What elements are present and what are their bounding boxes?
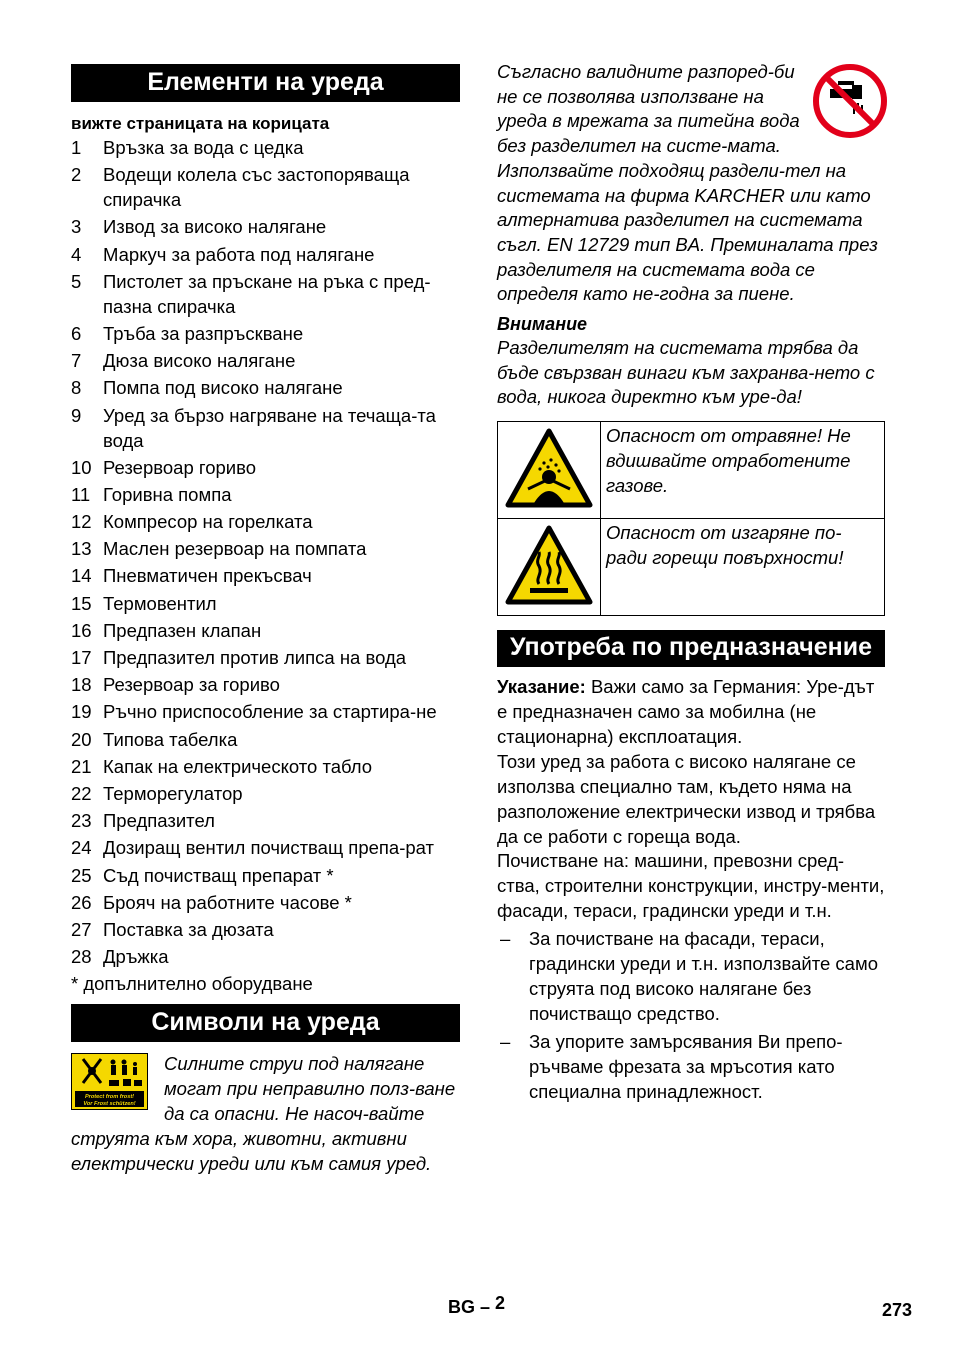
symbols-heading: Символи на уреда — [71, 1004, 460, 1042]
list-item: 9 Уред за бързо нагряване на течаща-та вода — [71, 404, 436, 451]
intended-use-heading: Употреба по предназначение — [497, 630, 885, 667]
warning-table — [497, 421, 885, 616]
warning-text: Опасност от изгаряне по-ради горещи повърхности! — [601, 519, 885, 616]
list-item: 8 Помпа под високо налягане — [71, 377, 343, 399]
list-item: 25 Съд почистващ препарат * — [71, 864, 334, 886]
list-item: 16 Предпазен клапан — [71, 619, 262, 641]
list-item: 11 Горивна помпа — [71, 483, 232, 505]
list-item: 7 Дюза високо налягане — [71, 350, 296, 372]
list-item: 4 Маркуч за работа под налягане — [71, 243, 375, 265]
toxic-gas-warning-icon — [504, 427, 594, 509]
warning-pictogram-cell — [498, 519, 601, 616]
list-item: – За почистване на фасади, тераси, градински уреди и т.н. използвайте само струята под високо налягане без почистващо средство. — [500, 928, 878, 1024]
page-number: 273 — [881, 1300, 912, 1320]
list-item: 20 Типова табелка — [71, 728, 238, 750]
svg-text:Vor Frost schützen!: Vor Frost schützen! — [83, 1101, 136, 1108]
elements-heading: Елементи на уреда — [71, 64, 460, 102]
list-item: 19 Ръчно приспособление за стартира-не — [71, 701, 437, 723]
list-item: 24 Дозиращ вентил почистващ препа-рат — [71, 837, 435, 859]
list-item: 17 Предпазител против липса на вода — [71, 647, 407, 668]
list-item: 1 Връзка за вода с цедка — [71, 137, 304, 158]
right-column — [497, 60, 885, 1105]
list-item: 27 Поставка за дюзата — [71, 918, 274, 940]
regulation-text: Съгласно валидните разпоред-би не се позволява използване на уреда в мрежата за питейна вода без разделител на систе-мата. Използвайте подходящ раздели-тел на системата на фирма KARCHER или като алтернатива разделител на системата съгл. EN 12729 тип BA. Преминалата през разделителя на системата вода се определя като не-годна за пиене. — [497, 61, 878, 305]
use-paragraph-2: Почистване на: машини, превозни сред-ства, строителни конструкции, инстру-менти, фасади, тераси, градински уреди и т.н. — [497, 850, 885, 922]
footnote: * допълнително оборудване — [71, 973, 313, 995]
list-item: 26 Брояч на работните часове * — [71, 891, 352, 913]
list-item: 12 Компресор на горелката — [71, 511, 313, 533]
list-item: 13 Маслен резервоар на помпата — [71, 538, 367, 560]
list-item: 5 Пистолет за пръскане на ръка с пред-пазна спирачка — [71, 270, 431, 317]
list-item: 2 Водещи колела със застопоряваща спирачка — [71, 164, 410, 211]
use-paragraph-1: Този уред за работа с високо налягане се използва специално там, където няма на разположение електрически извод и трябва да се работи с гореща вода. — [497, 750, 876, 847]
warning-pictogram-cell — [498, 422, 601, 519]
list-item: 21 Капак на електрическото табло — [71, 755, 373, 777]
attention-label: Внимание — [497, 314, 588, 335]
parts-list — [71, 135, 460, 969]
svg-text:Protect from frost!: Protect from frost! — [84, 1094, 135, 1101]
list-item: 22 Терморегулатор — [71, 782, 243, 804]
note-text: Важи само за Германия: Уре-дът е предназначен само за мобилна (не стационарна) експлоатация. — [497, 676, 875, 747]
warning-text: Опасност от отравяне! Не вдишвайте отработените газове. — [601, 422, 885, 519]
list-item: 10 Резервоар гориво — [71, 456, 257, 478]
list-item: 14 Пневматичен прекъсвач — [71, 565, 312, 587]
note-paragraph — [497, 675, 885, 750]
list-item: 6 Тръба за разпръскване — [71, 322, 304, 344]
list-item: 28 Дръжка — [71, 946, 169, 968]
no-drinking-water-icon — [812, 63, 888, 139]
list-item: 3 Извод за високо налягане — [71, 216, 327, 238]
list-item: 15 Термовентил — [71, 592, 217, 614]
list-item: 18 Резервоар за гориво — [71, 674, 280, 696]
symbols-text: Силните струи под налягане могат при неправилно полз-ване да са опасни. Не насоч-вайте струята към хора, животни, активни електрически уреди или към самия уред. — [71, 1053, 456, 1175]
regulation-paragraph — [497, 60, 885, 307]
note-label: Указание: — [497, 676, 586, 698]
list-item: 23 Предпазител — [71, 810, 215, 832]
pressure-jet-warning-sticker-icon — [71, 1053, 148, 1110]
list-item: – За упорите замърсявания Ви препо-ръчваме фрезата за мръсотия като специална принадлежност. — [500, 1030, 843, 1102]
hot-surface-warning-icon — [504, 524, 594, 606]
attention-text: Разделителят на системата трябва да бъде свързван винаги към захранва-нето с вода, никога директно към уре-да! — [497, 337, 875, 408]
table-row — [498, 519, 885, 616]
left-column — [71, 64, 460, 1176]
footer-language-page: BG – 2 — [448, 1293, 506, 1317]
table-row — [498, 422, 885, 519]
symbols-paragraph — [71, 1051, 460, 1176]
cover-reference: вижте страницата на корицата — [71, 114, 330, 133]
